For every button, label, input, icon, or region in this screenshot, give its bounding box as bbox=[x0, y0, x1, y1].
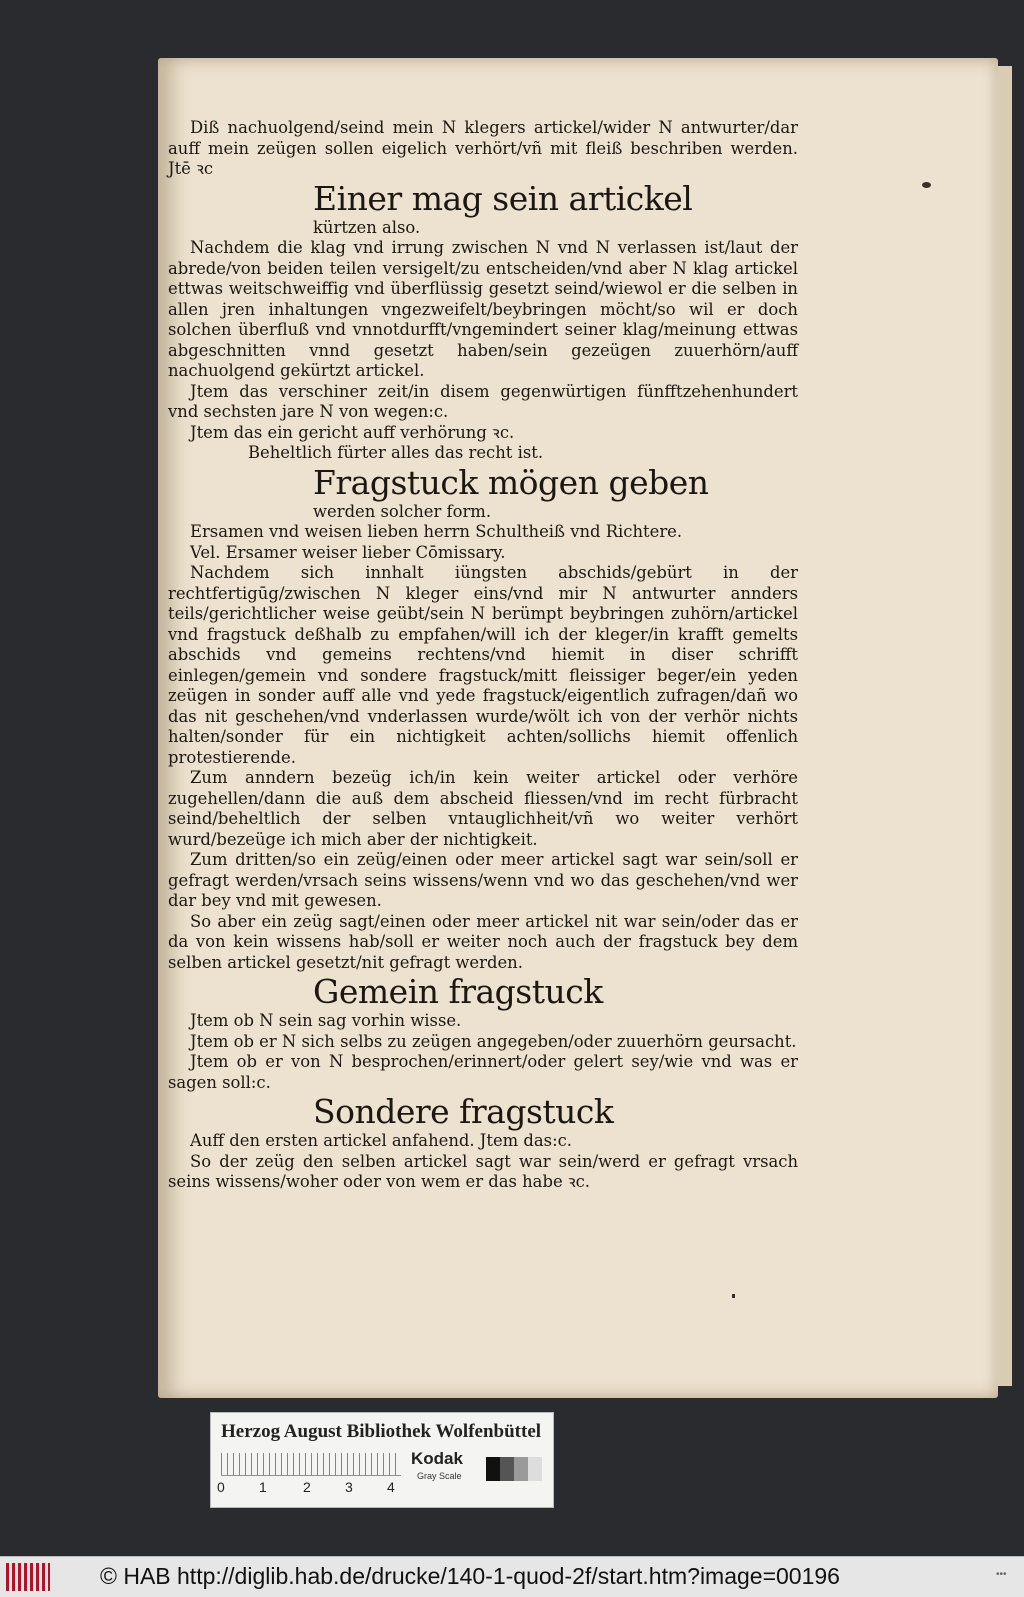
scale-number: 1 bbox=[259, 1479, 267, 1495]
footer-citation: © HAB http://diglib.hab.de/drucke/140-1-quod-2f/start.htm?image=00196 bbox=[100, 1563, 840, 1589]
text-paragraph: Jtem ob er von N besprochen/erinnert/oder gelert sey/wie vnd was er sagen soll:c. bbox=[168, 1052, 798, 1092]
text-paragraph: Beheltlich fürter alles das recht ist. bbox=[248, 443, 544, 462]
text-paragraph: kürtzen also. bbox=[313, 217, 421, 237]
ink-dot bbox=[732, 1294, 735, 1298]
card-title: Herzog August Bibliothek Wolfenbüttel bbox=[221, 1421, 542, 1442]
text-paragraph: Jtem das ein gericht auff verhörung ꝛc. bbox=[190, 422, 515, 442]
section-heading: Sondere fragstuck bbox=[313, 1092, 614, 1131]
text-paragraph: Nachdem sich innhalt iüngsten abschids/gebürt in der rechtfertigūg/zwischen N kleger eins/vnd mir N antwurter annders teils/gerichtlicher weise geübt/sein N berümpt beybringen zuhörn/artickel vnd fragstuck deßhalb zu empfahen/will ich der kleger/in krafft gemelts abschids vnd gemeins rechtens/vnd hiemit in diser schrifft einlegen/gemein vnd sondere fragstuck/mitt fleissiger beger/ein yeden zeügen in sonder auff alle vnd yede fragstuck/eigentlich zufragen/dañ wo das nit geschehen/vnd vnderlassen wurde/wölt ich von der verhör nichts halten/sonder für ein nichtigkeit achten/sollichs hiemit offenlich protestierende. bbox=[168, 563, 798, 767]
page-edge bbox=[998, 66, 1012, 1386]
text-paragraph: So der zeüg den selben artickel sagt war sein/werd er gefragt vrsach seins wissens/woher oder von wem er das habe ꝛc. bbox=[168, 1151, 798, 1191]
more-dots-icon[interactable]: ••• bbox=[996, 1569, 1007, 1580]
text-paragraph: Jtem das verschiner zeit/in disem gegenwürtigen fünfftzehenhundert vnd sechsten jare N von wegen:c. bbox=[168, 381, 798, 421]
text-paragraph: So aber ein zeüg sagt/einen oder meer artickel nit war sein/oder das er da von kein wissens hab/soll er weiter noch auch der fragstuck bey dem selben artickel gesetzt/nit gefragt werden. bbox=[168, 911, 798, 972]
gray-swatch bbox=[528, 1457, 542, 1481]
footer-bar bbox=[0, 1556, 1024, 1597]
scale-ruler bbox=[221, 1453, 401, 1476]
kodak-logo: Kodak bbox=[411, 1449, 463, 1468]
text-paragraph: Diß nachuolgend/seind mein N klegers artickel/wider N antwurter/dar auff mein zeügen sollen eigelich verhört/vñ mit fleiß beschriben werden. Jtē ꝛc bbox=[168, 118, 798, 178]
section-heading: Einer mag sein artickel bbox=[313, 178, 693, 218]
ink-mark bbox=[922, 182, 931, 188]
page-text bbox=[168, 118, 798, 1193]
scale-number: 4 bbox=[387, 1479, 395, 1495]
section-heading: Gemein fragstuck bbox=[313, 972, 603, 1011]
text-paragraph: Jtem ob N sein sag vorhin wisse. bbox=[190, 1011, 462, 1030]
text-paragraph: Nachdem die klag vnd irrung zwischen N vnd N verlassen ist/laut der abrede/von beiden teilen versigelt/zu entscheiden/vnd aber N klag artickel ettwas weitschweiffig vnd überflüssig gesetzt seind/wiewol er die selben in allen jren inhaltungen vngezweifelt/beybringen möcht/so wil er doch solchen überfluß vnd vnnotdurfft/vngemindert seiner klag/meinung ettwas abgeschnitten vnnd gesetzt haben/sein gezeügen zuuerhörn/auff nachuolgend gekürtzt artickel. bbox=[168, 238, 798, 380]
gray-swatch bbox=[500, 1457, 514, 1481]
text-paragraph: werden solcher form. bbox=[313, 501, 492, 521]
hab-logo-icon bbox=[6, 1563, 50, 1591]
scale-number: 3 bbox=[345, 1479, 353, 1495]
color-card bbox=[210, 1412, 554, 1508]
text-paragraph: Zum dritten/so ein zeüg/einen oder meer artickel sagt war sein/soll er gefragt werden/vrsach seins wissens/wenn vnd wo das geschehen/vnd wer dar bey vnd mit gewesen. bbox=[168, 850, 798, 910]
scale-number: 0 bbox=[217, 1479, 225, 1495]
section-heading: Fragstuck mögen geben bbox=[313, 462, 709, 502]
text-paragraph: Vel. Ersamer weiser lieber Cōmissary. bbox=[190, 542, 506, 562]
text-paragraph: Ersamen vnd weisen lieben herrn Schultheiß vnd Richtere. bbox=[190, 522, 683, 541]
text-paragraph: Auff den ersten artickel anfahend. Jtem das:c. bbox=[190, 1131, 572, 1150]
scale-number: 2 bbox=[303, 1479, 311, 1495]
text-paragraph: Jtem ob er N sich selbs zu zeügen angegeben/oder zuuerhörn geursacht. bbox=[190, 1031, 797, 1051]
text-paragraph: Zum anndern bezeüg ich/in kein weiter artickel oder verhöre zugehellen/dann die auß dem abscheid fliessen/vnd im recht fürbracht seind/beheltlich der selben vntauglichheit/vñ wo weiter verhört wurd/bezeüge ich mich aber der nichtigkeit. bbox=[168, 768, 798, 849]
gray-swatch bbox=[486, 1457, 500, 1481]
gray-scale-label: Gray Scale bbox=[417, 1471, 462, 1481]
gray-swatch bbox=[514, 1457, 528, 1481]
